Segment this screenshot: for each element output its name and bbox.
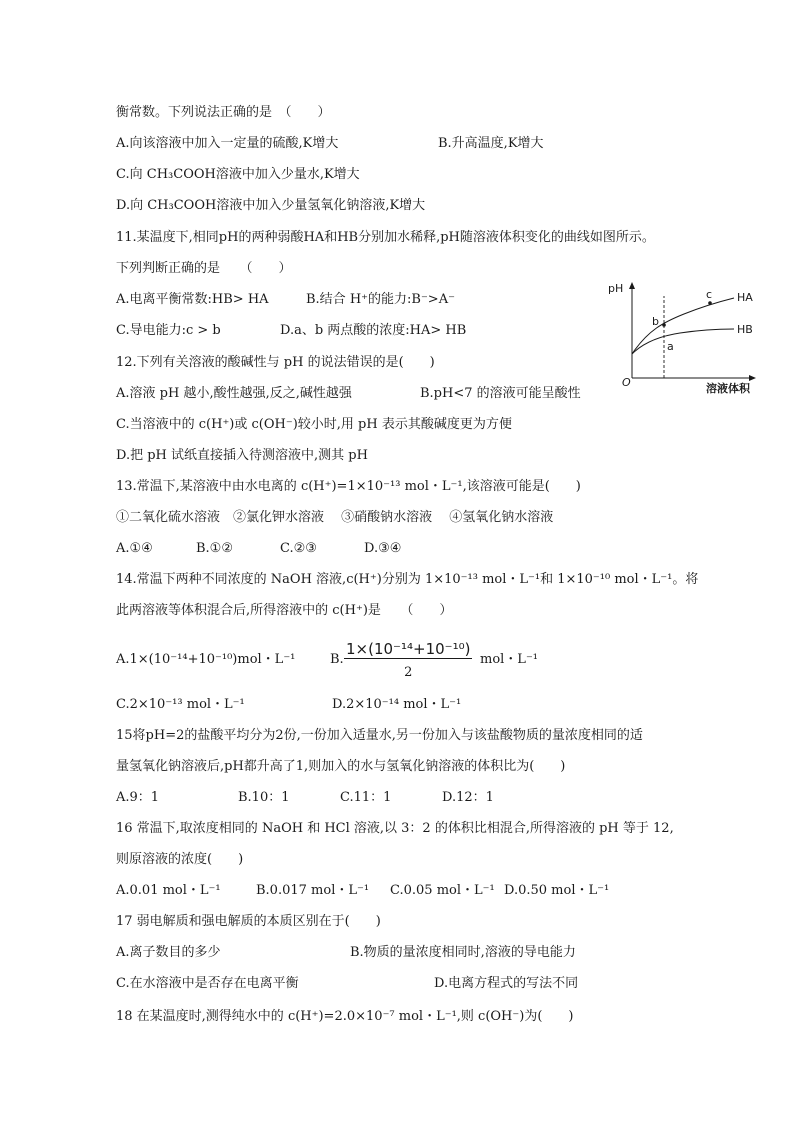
q12-option-b: B.pH<7 的溶液可能呈酸性 [420,386,581,401]
q12-stem: 12.下列有关溶液的酸碱性与 pH 的说法错误的是( ) [116,355,435,370]
curve-ha-label: HA [737,291,753,304]
q10-option-a: A.向该溶液中加入一定量的硫酸,K增大 [116,136,339,151]
point-a-label: a [667,340,674,353]
q12-option-d: D.把 pH 试纸直接插入待测溶液中,测其 pH [116,448,368,463]
q10-option-c: C.向 CH₃COOH溶液中加入少量水,K增大 [116,167,360,182]
q11-option-a: A.电离平衡常数:HB> HA [116,292,269,307]
q11-stem-2: 下列判断正确的是 （ ） [116,261,292,276]
q11-option-c: C.导电能力:c > b [116,323,221,338]
q14-option-a: A.1×(10⁻¹⁴+10⁻¹⁰)mol・L⁻¹ [116,652,296,667]
q10-option-d: D.向 CH₃COOH溶液中加入少量氢氧化钠溶液,K增大 [116,198,426,213]
q15-stem: 15将pH=2的盐酸平均分为2份,一份加入适量水,另一份加入与该盐酸物质的量浓度相同的适 [116,728,643,743]
q14-option-b-label: B. [330,652,344,667]
fraction-denominator: 2 [404,665,413,680]
ph-dilution-graph [600,278,770,398]
q17-option-c: C.在水溶液中是否存在电离平衡 [116,976,299,991]
q16-option-c: C.0.05 mol・L⁻¹ [390,883,495,898]
q14-stem: 14.常温下两种不同浓度的 NaOH 溶液,c(H⁺)分别为 1×10⁻¹³ mol・L⁻¹和 1×10⁻¹⁰ mol・L⁻¹。将 [116,572,699,587]
q14-option-c: C.2×10⁻¹³ mol・L⁻¹ [116,697,245,712]
point-c-label: c [706,288,713,301]
q15-option-a: A.9：1 [116,790,160,805]
q13-items: ①二氧化硫水溶液 ②氯化钾水溶液 ③硝酸钠水溶液 ④氢氧化钠水溶液 [116,510,554,525]
q17-option-d: D.电离方程式的写法不同 [434,976,579,991]
point-c [708,301,712,305]
curve-ha [632,298,734,354]
q16-stem: 16 常温下,取浓度相同的 NaOH 和 HCl 溶液,以 3：2 的体积比相混合,所得溶液的 pH 等于 12, [116,821,674,836]
q14-option-b-unit: mol・L⁻¹ [480,652,539,667]
q11-stem: 11.某温度下,相同pH的两种弱酸HA和HB分别加水稀释,pH随溶液体积变化的曲线如图所示。 [116,230,655,245]
x-axis-label: 溶液体积 [706,382,750,395]
point-b [662,323,666,327]
q16-stem-2: 则原溶液的浓度( ) [116,852,244,867]
q10-option-b: B.升高温度,K增大 [438,136,544,151]
curve-hb [632,329,734,354]
q15-stem-2: 量氢氧化钠溶液后,pH都升高了1,则加入的水与氢氧化钠溶液的体积比为( ) [116,759,566,774]
q18-stem: 18 在某温度时,测得纯水中的 c(H⁺)=2.0×10⁻⁷ mol・L⁻¹,则 c(OH⁻)为( ) [116,1009,574,1024]
q13-stem: 13.常温下,某溶液中由水电离的 c(H⁺)=1×10⁻¹³ mol・L⁻¹,该溶液可能是( ) [116,479,581,494]
q15-option-d: D.12：1 [442,790,494,805]
y-axis-label: pH [608,282,624,295]
fraction-numerator: 1×(10⁻¹⁴+10⁻¹⁰) [346,640,471,658]
q13-option-a: A.①④ [116,541,153,556]
curve-hb-label: HB [737,323,753,336]
q13-option-c: C.②③ [280,541,317,556]
q11-option-b: B.结合 H⁺的能力:B⁻>A⁻ [306,292,455,307]
q17-option-a: A.离子数目的多少 [116,945,221,960]
q11-option-d: D.a、b 两点酸的浓度:HA> HB [280,323,467,338]
q15-option-b: B.10：1 [238,790,290,805]
q14-option-d: D.2×10⁻¹⁴ mol・L⁻¹ [332,697,462,712]
q12-option-c: C.当溶液中的 c(H⁺)或 c(OH⁻)较小时,用 pH 表示其酸碱度更为方便 [116,417,512,432]
q15-option-c: C.11：1 [340,790,392,805]
q16-option-d: D.0.50 mol・L⁻¹ [504,883,610,898]
q12-option-a: A.溶液 pH 越小,酸性越强,反之,碱性越强 [116,386,352,401]
q14-option-b-fraction [344,640,472,680]
y-axis-arrow [629,282,635,289]
q17-option-b: B.物质的量浓度相同时,溶液的导电能力 [350,945,576,960]
q10-stem-tail: 衡常数。下列说法正确的是 （ ） [116,105,331,120]
x-axis-arrow [749,375,756,381]
q13-option-d: D.③④ [364,541,402,556]
q16-option-a: A.0.01 mol・L⁻¹ [116,883,221,898]
q16-option-b: B.0.017 mol・L⁻¹ [256,883,370,898]
q14-stem-2: 此两溶液等体积混合后,所得溶液中的 c(H⁺)是 （ ） [116,603,453,618]
point-b-label: b [652,315,659,328]
q17-stem: 17 弱电解质和强电解质的本质区别在于( ) [116,914,381,929]
q13-option-b: B.①② [196,541,233,556]
origin-label: O [622,376,631,389]
